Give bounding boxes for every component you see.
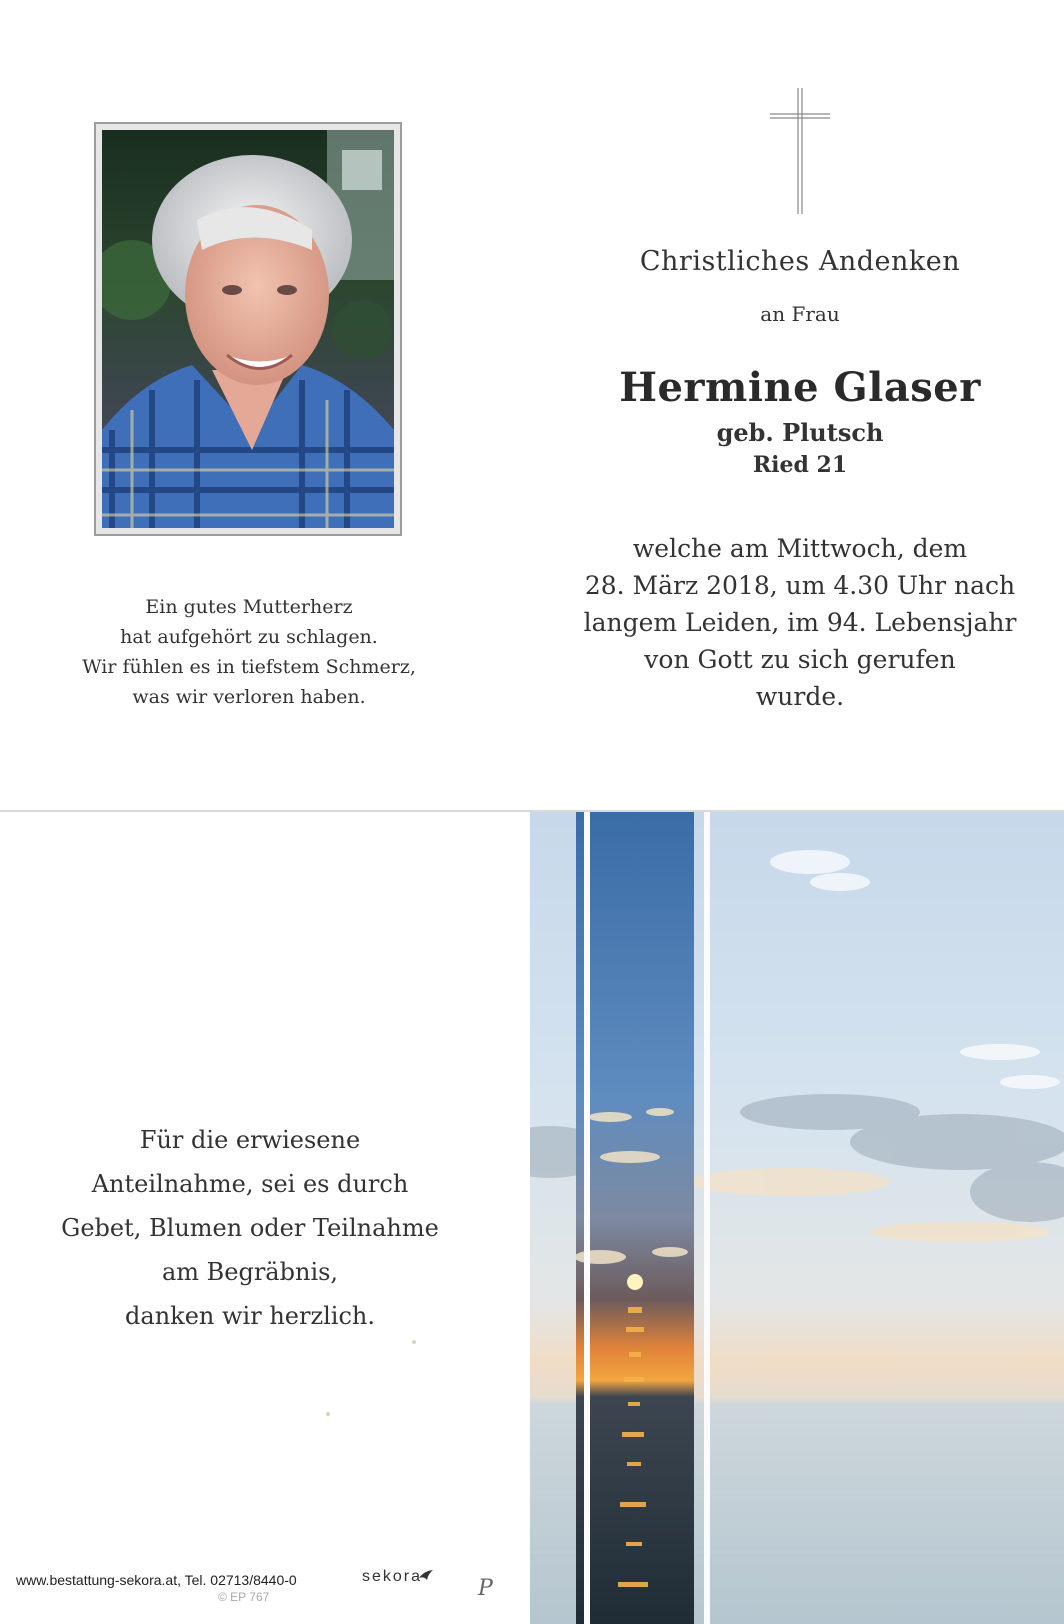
death-line: von Gott zu sich gerufen [644,645,956,674]
quote-line: was wir verloren haben. [132,686,366,708]
address: Ried 21 [752,452,848,478]
strip-border [704,812,710,1624]
signature-mark: P [478,1576,493,1601]
portrait-photo [102,130,394,528]
print-code: © EP 767 [218,1590,270,1604]
quote-line: Ein gutes Mutterherz [145,596,353,618]
footer-contact [16,1572,297,1588]
sunset-image [530,812,1064,1624]
salutation: an Frau [760,302,840,326]
footer-text: www.bestattung-sekora.at, Tel. 02713/8440-0 [16,1572,297,1588]
speck [326,1412,330,1416]
card-front [0,0,1064,810]
death-line: 28. März 2018, um 4.30 Uhr nach [584,571,1016,600]
thanks-text [30,1118,470,1338]
thanks-line: danken wir herzlich. [125,1302,375,1330]
strip-border [584,812,590,1624]
latin-cross-icon [766,86,834,216]
thanks-line: am Begräbnis, [161,1258,339,1286]
death-line: langem Leiden, im 94. Lebensjahr [583,608,1017,637]
death-notice [580,530,1020,715]
speck [412,1340,416,1344]
company-logo: sekora [362,1568,423,1585]
quote-line: Wir fühlen es in tiefstem Schmerz, [82,656,416,678]
heading: Christliches Andenken [639,246,961,277]
quote-line: hat aufgehört zu schlagen. [120,626,378,648]
thanks-line: Anteilnahme, sei es durch [91,1170,409,1198]
portrait-frame [94,122,402,536]
deceased-name: Hermine Glaser [619,364,981,411]
death-line: wurde. [755,682,845,711]
thanks-line: Gebet, Blumen oder Teilnahme [61,1214,439,1242]
bird-icon [418,1566,434,1585]
maiden-name: geb. Plutsch [716,418,884,447]
death-line: welche am Mittwoch, dem [632,534,968,563]
thanks-line: Für die erwiesene [139,1126,361,1154]
memorial-quote [60,592,438,712]
